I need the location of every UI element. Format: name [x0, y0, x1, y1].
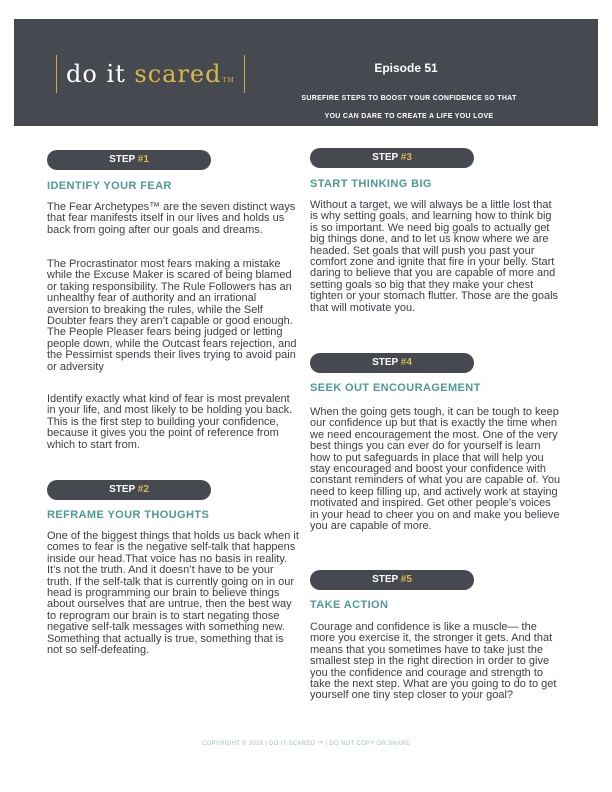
header-banner	[14, 19, 598, 126]
step-5-pill	[310, 570, 474, 590]
step-4-paragraph-1: When the going gets tough, it can be tough to keep our confidence up but that is exactly the time when we need encouragement the most. One of the very best things you can ever do for yourself is learn how to put safeguards in place that will help you stay encouraged and boost your confidence with constant reminders of what you are capable of. You need to keep filling up, and actively work at staying motivated and inspired. Get other people’s voices in your head to cheer you on and make you believe you are capable of more.	[310, 406, 561, 533]
logo	[56, 55, 245, 93]
step-1-paragraph-1: The Fear Archetypes™ are the seven distinct ways that fear manifests itself in our lives and holds us back from going after our goals and dreams.	[47, 201, 296, 236]
logo-text-plain: do it	[66, 60, 135, 88]
step-3-label: STEP	[372, 152, 399, 163]
step-5-number: #5	[400, 574, 412, 585]
step-3-pill	[310, 148, 474, 168]
logo-right-bar	[244, 55, 245, 93]
step-1-label: STEP	[109, 154, 136, 165]
step-2-pill	[47, 480, 211, 500]
step-4-number: #4	[400, 357, 412, 368]
step-2-paragraph-1: One of the biggest things that holds us back when it comes to fear is the negative self-talk that happens inside our head.That voice has no basis in reality. It’s not the truth. And it doesn’t have to be your truth. If the self-talk that is currently going on in our head is programming our brain to believe things about ourselves that are untrue, then the best way to reprogram our brain is to start negating those negative self-talk messages with something new. Something that actually is true, something that is not so self-defeating.	[47, 530, 299, 657]
step-4-pill	[310, 353, 474, 373]
step-5-paragraph-1: Courage and confidence is like a muscle— the more you exercise it, the stronger it gets. And that means that you sometimes have to take just the smallest step in the right direction in order to give you the confidence and courage and strength to take the next step. What are you going to do to get yourself one tiny step closer to your goal?	[310, 621, 557, 702]
step-4-title: SEEK OUT ENCOURAGEMENT	[310, 382, 481, 394]
step-1-title: IDENTIFY YOUR FEAR	[47, 180, 172, 192]
step-5-title: TAKE ACTION	[310, 599, 389, 611]
subtitle-line-1: SUREFIRE STEPS TO BOOST YOUR CONFIDENCE SO THAT	[301, 95, 517, 102]
step-3-title: START THINKING BIG	[310, 178, 432, 190]
step-1-paragraph-2: The Procrastinator most fears making a mistake while the Excuse Maker is scared of being blamed or taking responsibility. The Rule Followers has an unhealthy fear of authority and an irrational aversion to breaking the rules, while the Self Doubter fears they aren’t capable or good enough. The People Pleaser fears being judged or letting people down, while the Outcast fears rejection, and the Pessimist spends their lives trying to avoid pain or adversity	[47, 258, 297, 373]
step-1-number: #1	[137, 154, 149, 165]
logo-tm: TM	[222, 77, 235, 84]
logo-text	[57, 60, 244, 88]
step-3-paragraph-1: Without a target, we will always be a little lost that is why setting goals, and learning how to think big is so important. We need big goals to actually get big things done, and to let us know where we are headed. Set goals that will push you past your comfort zone and ignite that fire in your belly. Start daring to believe that you are capable of more and setting goals so big that they make your chest tighten or your stomach flutter. Those are the goals that will motivate you.	[310, 199, 559, 314]
step-3-number: #3	[400, 152, 412, 163]
step-1-paragraph-3: Identify exactly what kind of fear is most prevalent in your life, and most likely to be holding you back. This is the first step to building your confidence, because it gives you the point of reference from which to start from.	[47, 393, 293, 451]
step-4-label: STEP	[372, 357, 399, 368]
step-2-label: STEP	[109, 484, 136, 495]
footer-copyright: COPYRIGHT © 2018 | DO IT SCARED ™ | DO NOT COPY OR SHARE	[201, 741, 411, 747]
episode-label: Episode 51	[374, 61, 438, 75]
step-1-pill	[47, 150, 211, 170]
step-2-title: REFRAME YOUR THOUGHTS	[47, 509, 210, 521]
step-5-label: STEP	[372, 574, 399, 585]
subtitle-line-2: YOU CAN DARE TO CREATE A LIFE YOU LOVE	[324, 113, 494, 120]
step-2-number: #2	[137, 484, 149, 495]
logo-text-accent: scared	[134, 60, 222, 88]
